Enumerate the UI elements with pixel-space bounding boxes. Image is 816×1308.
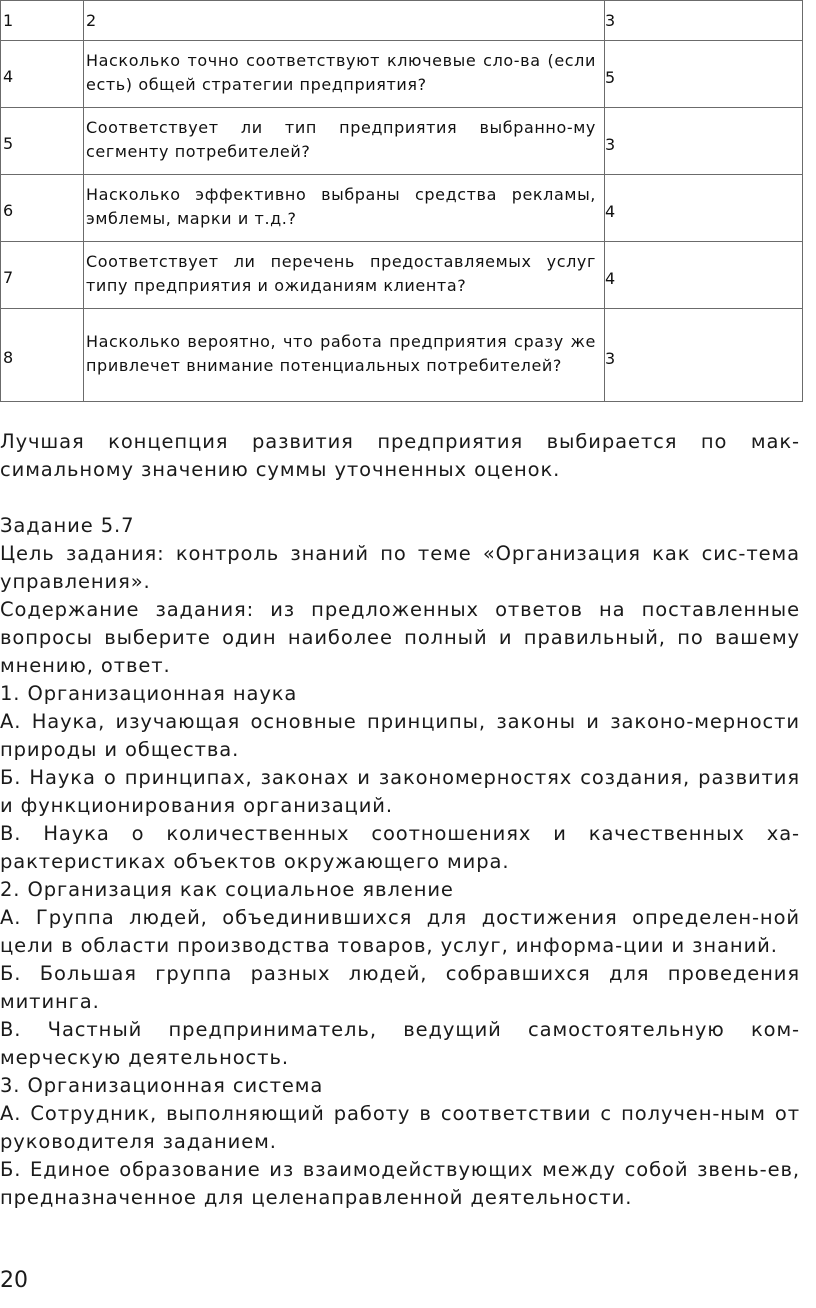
conclusion-paragraph: Лучшая концепция развития предприятия выбирается по мак-симальному значению суммы уточненных оценок. [0, 430, 800, 481]
header-cell-3: 3 [605, 1, 803, 41]
row-number: 4 [3, 67, 14, 86]
task-content: Содержание задания: из предложенных ответов на поставленные вопросы выберите один наиболее полный и правильный, по вашему мнению, ответ. [0, 598, 800, 677]
row-score: 4 [605, 269, 616, 288]
row-score-cell [605, 108, 803, 175]
row-score-cell [605, 309, 803, 402]
row-question-cell [84, 41, 605, 108]
row-question: Насколько эффективно выбраны средства рекламы, эмблемы, марки и т.д.? [86, 185, 596, 228]
body-text [0, 428, 800, 1212]
row-question: Насколько вероятно, что работа предприятия сразу же привлечет внимание потенциальных потребителей? [86, 332, 596, 375]
row-number-cell [1, 41, 84, 108]
row-question-cell [84, 175, 605, 242]
table-header-row [1, 1, 803, 41]
answer-2c: В. Частный предприниматель, ведущий самостоятельную ком-мерческую деятельность. [0, 1018, 800, 1069]
row-number-cell [1, 108, 84, 175]
row-number-cell [1, 175, 84, 242]
row-number: 6 [3, 201, 14, 220]
row-question-cell [84, 242, 605, 309]
row-score: 3 [605, 135, 616, 154]
table-row [1, 175, 803, 242]
row-question: Насколько точно соответствуют ключевые сло-ва (если есть) общей стратегии предприятия? [86, 51, 596, 94]
table-row [1, 242, 803, 309]
row-number: 5 [3, 134, 14, 153]
paragraph-gap [0, 484, 800, 512]
criteria-table [0, 0, 803, 402]
row-score: 5 [605, 68, 616, 87]
question-3: 3. Организационная система [0, 1074, 324, 1097]
header-cell-2: 2 [84, 1, 605, 41]
row-question: Соответствует ли тип предприятия выбранно-му сегменту потребителей? [86, 118, 596, 161]
page-number: 20 [0, 1268, 28, 1293]
task-title: Задание 5.7 [0, 514, 135, 537]
row-question-cell [84, 108, 605, 175]
row-number: 8 [3, 348, 14, 367]
answer-3a: А. Сотрудник, выполняющий работу в соответствии с получен-ным от руководителя заданием. [0, 1102, 800, 1153]
row-score: 3 [605, 349, 616, 368]
row-number: 7 [3, 268, 14, 287]
answer-2b: Б. Большая группа разных людей, собравшихся для проведения митинга. [0, 962, 800, 1013]
row-question-cell [84, 309, 605, 402]
criteria-table-wrapper [0, 0, 799, 402]
answer-1b: Б. Наука о принципах, законах и закономерностях создания, развития и функционирования организаций. [0, 766, 800, 817]
header-cell-1: 1 [1, 1, 84, 41]
table-row [1, 108, 803, 175]
row-score: 4 [605, 202, 616, 221]
question-1: 1. Организационная наука [0, 682, 298, 705]
row-score-cell [605, 242, 803, 309]
row-score-cell [605, 175, 803, 242]
answer-3b: Б. Единое образование из взаимодействующих между собой звень-ев, предназначенное для целенаправленной деятельности. [0, 1158, 800, 1209]
row-question: Соответствует ли перечень предоставляемых услуг типу предприятия и ожиданиям клиента? [86, 252, 596, 295]
task-goal: Цель задания: контроль знаний по теме «Организация как сис-тема управления». [0, 542, 800, 593]
row-number-cell [1, 309, 84, 402]
row-score-cell [605, 41, 803, 108]
answer-2a: А. Группа людей, объединившихся для достижения определен-ной цели в области производства товаров, услуг, информа-ции и знаний. [0, 906, 800, 957]
table-row [1, 309, 803, 402]
table-row [1, 41, 803, 108]
question-2: 2. Организация как социальное явление [0, 878, 454, 901]
row-number-cell [1, 242, 84, 309]
answer-1a: А. Наука, изучающая основные принципы, законы и законо-мерности природы и общества. [0, 710, 800, 761]
answer-1c: В. Наука о количественных соотношениях и качественных ха-рактеристиках объектов окружающего мира. [0, 822, 800, 873]
